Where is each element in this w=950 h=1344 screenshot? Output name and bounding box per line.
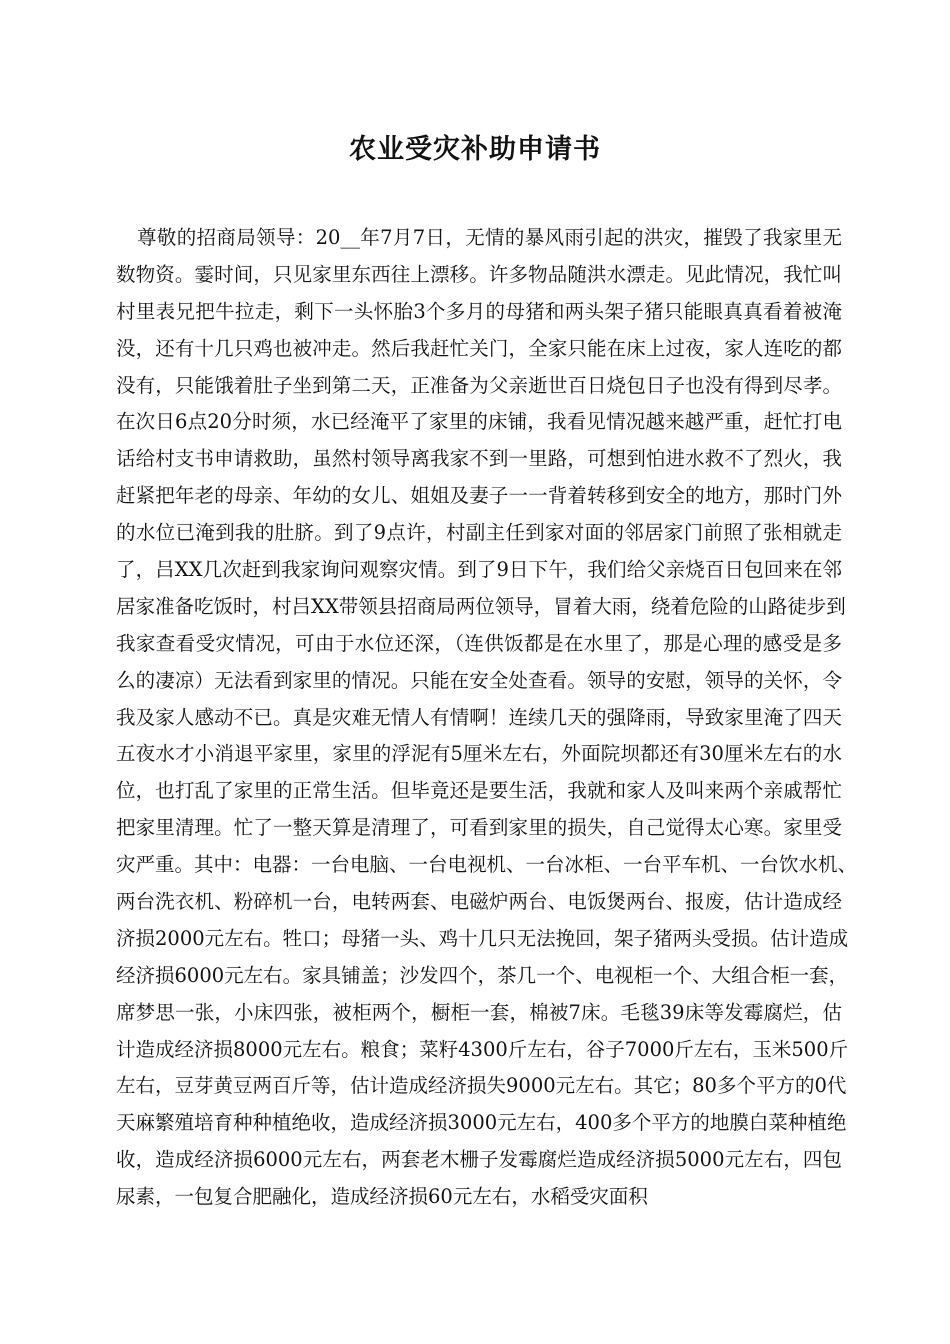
- body-line: 么的凄凉）无法看到家里的情况。只能在安全处查看。领导的安慰，领导的关怀，令: [116, 668, 842, 692]
- body-line: 我及家人感动不已。真是灾难无情人有情啊！连续几天的强降雨，导致家里淹了四天: [116, 705, 842, 729]
- body-line: 天麻繁殖培育种种植绝收，造成经济损3000元左右，400多个平方的地膜白菜种植绝: [116, 1111, 847, 1135]
- body-line: 在次日6点20分时须，水已经淹平了家里的床铺，我看见情况越来越严重，赶忙打电: [116, 410, 842, 434]
- document-title: 农业受灾补助申请书: [349, 134, 601, 165]
- body-line: 居家准备吃饭时，村吕XX带领县招商局两位领导，冒着大雨，绕着危险的山路徒步到: [116, 594, 846, 618]
- body-line: 位，也打乱了家里的正常生活。但毕竟还是要生活，我就和家人及叫来两个亲戚帮忙: [116, 779, 842, 803]
- body-line: 话给村支书申请救助，虽然村领导离我家不到一里路，可想到怕进水救不了烈火，我: [116, 447, 842, 471]
- document-body: [116, 220, 858, 1216]
- body-line: 济损2000元左右。牲口；母猪一头、鸡十几只无法挽回，架子猪两头受损。估计造成: [116, 926, 849, 950]
- body-line: 左右，豆芽黄豆两百斤等，估计造成经济损失9000元左右。其它；80多个平方的0代: [116, 1074, 847, 1098]
- body-line: 尿素，一包复合肥融化，造成经济损60元左右，水稻受灾面积: [116, 1185, 648, 1209]
- body-line: 没有，只能饿着肚子坐到第二天，正准备为父亲逝世百日烧包日子也没有得到尽孝。: [116, 373, 842, 397]
- body-line: 赶紧把年老的母亲、年幼的女儿、姐姐及妻子一一背着转移到安全的地方，那时门外: [116, 484, 842, 508]
- body-line: 计造成经济损8000元左右。粮食；菜籽4300斤左右，谷子7000斤左右，玉米500斤: [116, 1037, 849, 1061]
- body-line: 把家里清理。忙了一整天算是清理了，可看到家里的损失，自己觉得太心寒。家里受: [116, 816, 842, 840]
- body-line: 收，造成经济损6000元左右，两套老木栅子发霉腐烂造成经济损5000元左右，四包: [116, 1148, 842, 1172]
- body-line: 数物资。霎时间，只见家里东西往上漂移。许多物品随洪水漂走。见此情况，我忙叫: [116, 262, 842, 286]
- body-line: 没，还有十几只鸡也被冲走。然后我赶忙关门，全家只能在床上过夜，家人连吃的都: [116, 336, 842, 360]
- body-line: 尊敬的招商局领导：20__年7月7日，无情的暴风雨引起的洪灾，摧毁了我家里无: [137, 226, 842, 249]
- body-line: 席梦思一张，小床四张，被柜两个，橱柜一套，棉被7床。毛毯39床等发霉腐烂，估: [116, 1000, 842, 1024]
- body-line: 我家查看受灾情况，可由于水位还深，（连供饭都是在水里了，那是心理的感受是多: [116, 631, 842, 655]
- body-line: 两台洗衣机、粉碎机一台，电转两套、电磁炉两台、电饭煲两台、报废，估计造成经: [116, 890, 842, 914]
- body-line: 经济损6000元左右。家具铺盖；沙发四个，茶几一个、电视柜一个、大组合柜一套，: [116, 963, 849, 987]
- body-line: 了，吕XX几次赶到我家询问观察灾情。到了9日下午，我们给父亲烧百日包回来在邻: [116, 558, 842, 582]
- body-line: 五夜水才小消退平家里，家里的浮泥有5厘米左右，外面院坝都还有30厘米左右的水: [116, 742, 842, 766]
- body-line: 的水位已淹到我的肚脐。到了9点许，村副主任到家对面的邻居家门前照了张相就走: [116, 521, 842, 545]
- body-line: 灾严重。其中：电器：一台电脑、一台电视机、一台冰柜、一台平车机、一台饮水机、: [116, 853, 858, 877]
- body-line: 村里表兄把牛拉走，剩下一头怀胎3个多月的母猪和两头架子猪只能眼真真看着被淹: [116, 299, 842, 323]
